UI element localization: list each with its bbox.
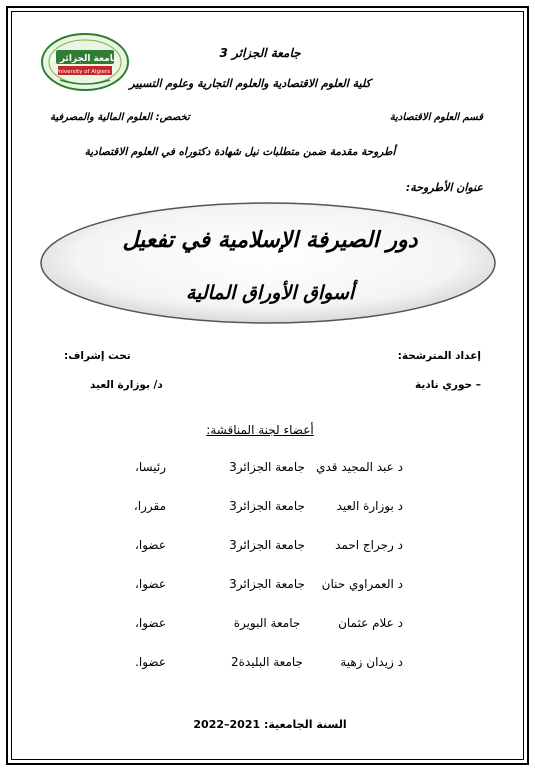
specialty: تخصص: العلوم المالية والمصرفية <box>50 112 190 123</box>
member-role: عضوا. <box>135 655 166 669</box>
member-role: عضوا، <box>135 538 166 552</box>
logo-text-english: University of Algiers 3 <box>54 69 116 75</box>
member-university: جامعة الجزائر3 <box>229 538 305 552</box>
member-university: جامعة الجزائر3 <box>229 577 305 591</box>
university-name: جامعة الجزائر 3 <box>219 46 301 60</box>
member-university: جامعة الجزائر3 <box>229 460 305 474</box>
member-name: د رجراج احمد <box>335 538 403 552</box>
member-name: د بوزارة العيد <box>336 499 403 513</box>
member-name: د العمراوي حنان <box>321 577 403 591</box>
member-university: جامعة البويرة <box>233 616 301 630</box>
supervisor-name: د/ بوزارة العيد <box>90 379 163 391</box>
thesis-title-line-1: دور الصيرفة الإسلامية في تفعيل <box>122 228 418 253</box>
thesis-title-label: عنوان الأطروحة: <box>405 181 483 194</box>
title-ellipse <box>38 200 498 326</box>
department-name: قسم العلوم الاقتصادية <box>389 112 483 123</box>
member-university: جامعة الجزائر3 <box>229 499 305 513</box>
supervisor-label: تحت إشراف: <box>64 350 131 362</box>
academic-year: السنة الجامعية: 2021–2022 <box>193 718 347 731</box>
member-role: عضوا، <box>135 616 166 630</box>
member-role: عضوا، <box>135 577 166 591</box>
member-name: د عبد المجيد قدي <box>316 460 403 474</box>
member-name: د زيدان زهية <box>340 655 403 669</box>
candidate-name: – حوري نادية <box>415 379 481 391</box>
thesis-title-line-2: أسواق الأوراق المالية <box>185 282 355 304</box>
committee-title: أعضاء لجنة المناقشة: <box>206 423 314 437</box>
thesis-purpose: أطروحة مقدمة ضمن متطلبات نيل شهادة دكتوراه في العلوم الاقتصادية <box>84 146 396 158</box>
faculty-name: كلية العلوم الاقتصادية والعلوم التجارية وعلوم التسيير <box>129 77 371 90</box>
member-role: رئيسا، <box>135 460 166 474</box>
member-role: مقررا، <box>133 499 166 513</box>
member-name: د علام عثمان <box>338 616 403 630</box>
prepared-by-label: إعداد المترشحة: <box>397 350 481 362</box>
member-university: جامعة البليدة2 <box>231 655 303 669</box>
logo-text-arabic: جامعة الجزائر 3 <box>50 54 120 64</box>
